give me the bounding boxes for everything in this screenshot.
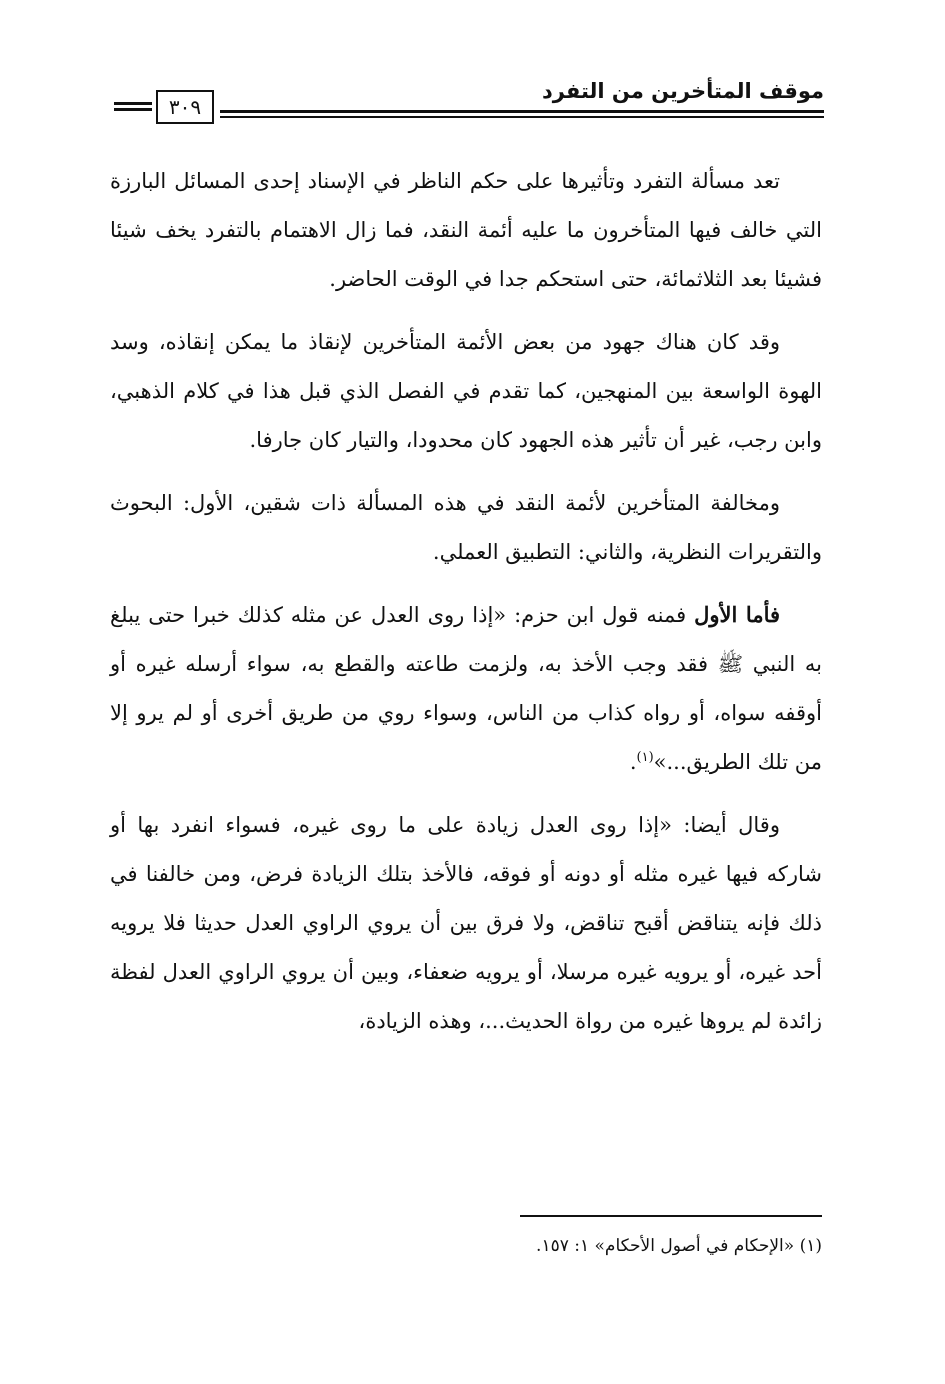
paragraph-lead: فأما الأول [694,602,781,627]
running-title: موقف المتأخرين من التفرد [542,79,824,103]
page-number: ٣٠٩ [156,90,214,124]
paragraph-text: وقال أيضا: «إذا روى العدل زيادة على ما روى غيره، فسواء انفرد بها أو شاركه فيها غيره مثله أو دونه أو فوقه، فالأخذ بتلك الزيادة فرض، ومن خالفنا في ذلك فإنه يتناقض أقبح تناقض، ولا فرق بين أن يروي الراوي العدل حديثا فلا يرويه أحد غيره، أو يرويه غيره مرسلا، أو يرويه ضعفاء، وبين أن يروي الراوي العدل لفظة زائدة لم يروها غيره من رواة الحديث...، وهذه الزيادة، [110,813,822,1033]
paragraph [110,156,822,304]
paragraph [110,800,822,1046]
footnote-reference[interactable]: (١) [636,750,654,765]
paragraph-end-mark: . [629,750,637,774]
body-text [110,156,822,1046]
paragraph [110,478,822,577]
header-ornament-line [114,102,152,105]
paragraph [110,590,822,787]
paragraph-text: فمنه قول ابن حزم: «إذا روى العدل عن مثله كذلك خبرا حتى يبلغ به النبي ﷺ فقد وجب الأخذ به، ولزمت طاعته والقطع به، سواء أرسله غيره أو أوقفه سواه، أو رواه كذاب من الناس، وسواء روي من طريق أخرى أو لم يرو إلا من تلك الطريق...» [110,603,822,774]
paragraph-text: تعد مسألة التفرد وتأثيرها على حكم الناظر في الإسناد إحدى المسائل البارزة التي خالف فيها المتأخرون ما عليه أئمة النقد، فما زال الاهتمام بالتفرد يخف شيئا فشيئا بعد الثلاثمائة، حتى استحكم جدا في الوقت الحاضر. [110,169,822,291]
paragraph-text: وقد كان هناك جهود من بعض الأئمة المتأخرين لإنقاذ ما يمكن إنقاذه، وسد الهوة الواسعة بين المنهجين، كما تقدم في الفصل الذي قبل هذا في كلام الذهبي، وابن رجب، غير أن تأثير هذه الجهود كان محدودا، والتيار كان جارفا. [110,330,822,452]
header-rule-thick [220,110,824,113]
footnote-separator [520,1215,822,1217]
footnote: (١) «الإحكام في أصول الأحكام» ١: ١٥٧. [536,1236,822,1256]
paragraph [110,317,822,465]
header-ornament-line [114,108,152,111]
page-header [112,74,824,130]
header-rule-thin [220,116,824,118]
paragraph-text: ومخالفة المتأخرين لأئمة النقد في هذه المسألة ذات شقين، الأول: البحوث والتقريرات النظرية، والثاني: التطبيق العملي. [110,491,822,564]
